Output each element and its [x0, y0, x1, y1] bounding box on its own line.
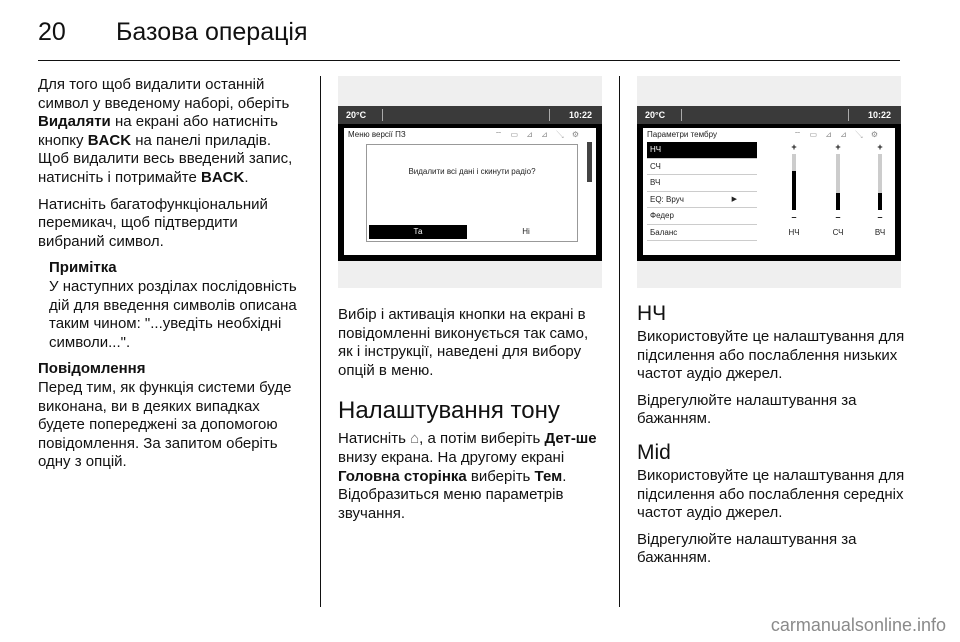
tone-settings-heading: Налаштування тону: [338, 397, 560, 425]
delete-term: Видаляти: [38, 113, 111, 131]
note-block: [49, 259, 300, 352]
slider-fill: [836, 193, 840, 210]
yes-button[interactable]: Та: [369, 225, 467, 239]
tone-term: Тем: [534, 467, 563, 485]
text: Натисніть: [338, 430, 411, 448]
status-icons: ⌔ ▭ ⊿ ⊿ ↘ ⚙: [494, 130, 582, 139]
no-button[interactable]: Ні: [522, 227, 530, 236]
display-screen: [637, 106, 901, 261]
page-title: Базова операція: [116, 18, 308, 46]
details-term: Дет-ше: [544, 430, 597, 448]
note-body: У наступних розділах послідовність дій для введення символів описана таким чином: "...уведіть необхідні символи...".: [49, 277, 297, 351]
status-bar: [637, 106, 901, 124]
messages-heading: Повідомлення: [38, 360, 146, 378]
confirm-dialog: [366, 144, 578, 242]
list-item-eq[interactable]: [647, 192, 757, 209]
column-1: [38, 76, 300, 480]
divider: [549, 109, 550, 121]
divider: [848, 109, 849, 121]
selection-paragraph: Вибір і активація кнопки на екрані в повідомленні виконується так само, як і інструкції, наведені для вибору опцій в меню.: [338, 306, 589, 379]
list-item-fader[interactable]: Федер: [647, 208, 757, 225]
mid-adjust: Відрегулюйте налаштування за бажанням.: [637, 530, 857, 567]
display-screen: [338, 106, 602, 261]
plus-icon: +: [877, 142, 883, 152]
column-2: [338, 306, 606, 531]
messages-body: Перед тим, як функція системи буде виконана, ви в деяких випадках будете попереджені за допомогою повідомлення. За запитом оберіть одну з опцій.: [38, 378, 292, 471]
slider-fill: [878, 193, 882, 210]
text: на панелі приладів. Щоб видалити весь введений запис, натисніть і потримайте: [38, 131, 293, 186]
minus-icon: –: [835, 212, 841, 222]
text: виберіть: [466, 467, 535, 485]
screenshot-message: [338, 76, 602, 288]
dialog-question: Видалити всі дані і скинути радіо?: [408, 167, 536, 176]
screen-panel: [643, 128, 895, 255]
bass-adjust: Відрегулюйте налаштування за бажанням.: [637, 391, 857, 428]
list-item-mid[interactable]: СЧ: [647, 159, 757, 176]
panel-title: Меню версії ПЗ: [348, 130, 406, 139]
plus-icon: +: [835, 142, 841, 152]
text: .: [244, 168, 249, 186]
slider-track: [878, 154, 882, 210]
clock: 10:22: [867, 110, 891, 120]
eq-slider-bass[interactable]: [783, 142, 805, 222]
back-term: BACK: [201, 168, 245, 186]
text: на екрані або натисніть кнопку: [38, 113, 278, 149]
mid-description: Використовуйте це налаштування для підсилення або послаблення середніх частот аудіо джерел.: [637, 466, 905, 522]
status-icons: ⌔ ▭ ⊿ ⊿ ↘ ⚙: [793, 130, 881, 139]
temperature: 20°C: [645, 110, 666, 120]
bass-description: Використовуйте це налаштування для підсилення або послаблення низьких частот аудіо джерел.: [637, 328, 905, 383]
list-item-treble[interactable]: ВЧ: [647, 175, 757, 192]
divider: [681, 109, 682, 121]
page-number: 20: [38, 18, 66, 46]
slider-track: [792, 154, 796, 210]
plus-icon: +: [791, 142, 797, 152]
minus-icon: –: [877, 212, 883, 222]
text: внизу екрана. На другому екрані: [338, 448, 565, 466]
slider-fill: [792, 171, 796, 210]
bass-heading: НЧ: [637, 302, 667, 325]
mid-heading: Mid: [637, 440, 671, 464]
tone-menu-list: [647, 142, 757, 241]
page-header: [38, 18, 308, 47]
home-page-term: Головна сторінка: [338, 467, 467, 485]
column-divider-1: [320, 76, 321, 607]
column-3: [637, 302, 905, 576]
divider: [382, 109, 383, 121]
text: , а потім виберіть: [419, 430, 545, 448]
eq-label-mid: СЧ: [832, 228, 844, 237]
slider-track: [836, 154, 840, 210]
temperature: 20°C: [346, 110, 367, 120]
screenshot-tone: [637, 76, 901, 288]
delete-paragraph: [38, 76, 300, 188]
confirm-paragraph: Натисніть багатофункціональний перемикач, щоб підтвердити вибраний символ.: [38, 195, 268, 250]
eq-slider-treble[interactable]: [869, 142, 891, 222]
back-term: BACK: [87, 131, 132, 149]
scrollbar[interactable]: [587, 142, 592, 182]
list-item-balance[interactable]: Баланс: [647, 225, 757, 242]
panel-title: Параметри тембру: [647, 130, 717, 139]
note-title: Примітка: [49, 259, 117, 277]
column-divider-2: [619, 76, 620, 607]
text: Для того щоб видалити останній символ у введеному наборі, оберіть: [38, 76, 290, 112]
tone-instructions: [338, 430, 606, 523]
eq-label-treble: ВЧ: [874, 228, 886, 237]
screen-panel: [344, 128, 596, 255]
header-rule: [38, 60, 900, 61]
list-item-label: EQ: Вруч: [650, 194, 684, 204]
eq-slider-mid[interactable]: [827, 142, 849, 222]
text: . Відобразиться меню параметрів звучання.: [338, 467, 567, 522]
clock: 10:22: [568, 110, 592, 120]
list-item-bass[interactable]: НЧ: [647, 142, 757, 159]
eq-label-bass: НЧ: [788, 228, 800, 237]
status-bar: [338, 106, 602, 124]
home-icon: ⌂: [410, 430, 420, 448]
minus-icon: –: [791, 212, 797, 222]
watermark: carmanualsonline.info: [770, 615, 946, 635]
play-arrow-icon: ▶: [731, 195, 737, 203]
